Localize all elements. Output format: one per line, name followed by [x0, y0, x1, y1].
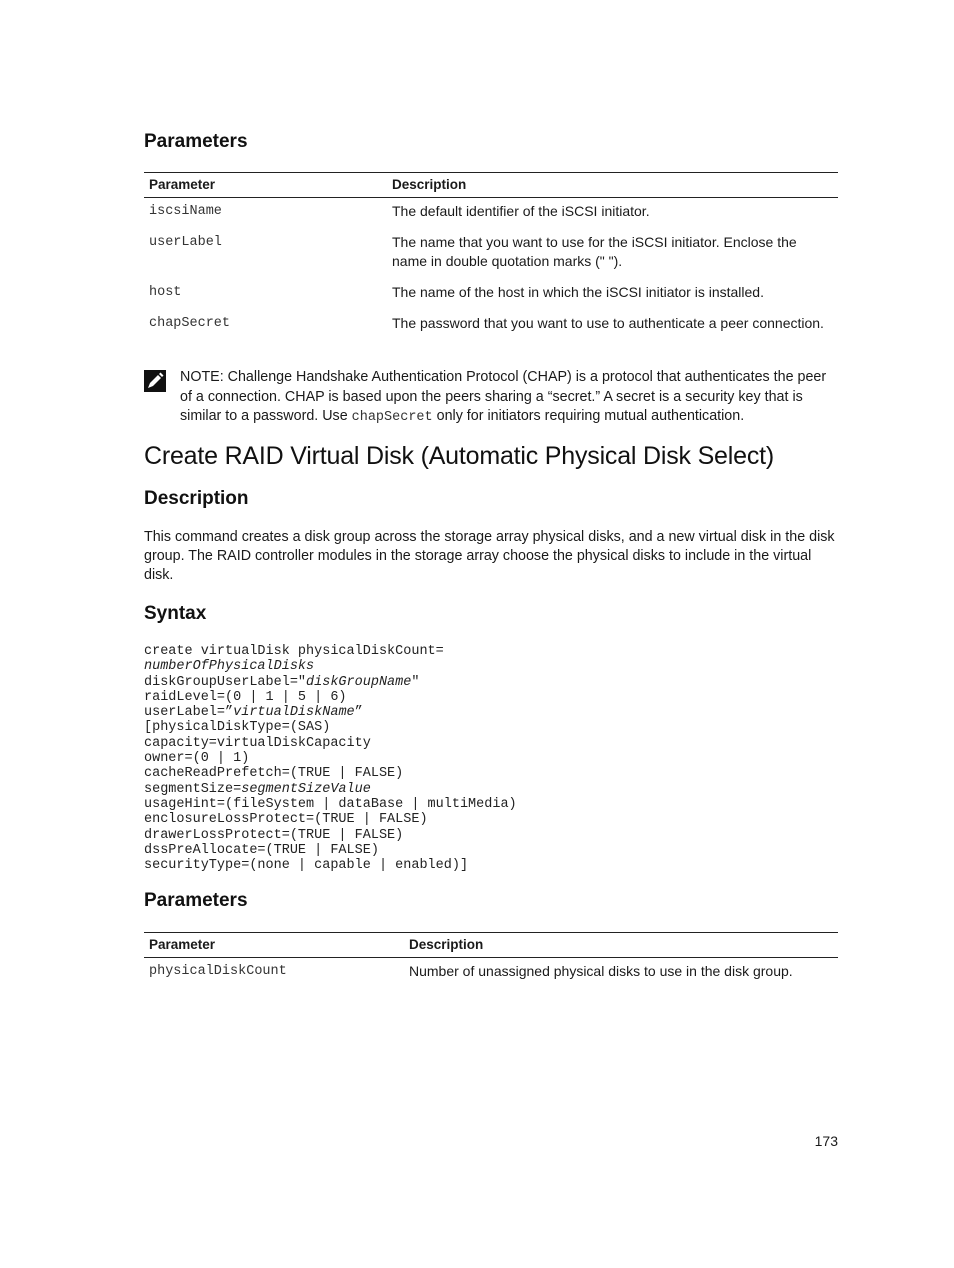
note-pencil-icon — [144, 370, 166, 392]
note-code: chapSecret — [351, 410, 433, 425]
column-header-parameter: Parameter — [144, 173, 387, 198]
page-title: Create RAID Virtual Disk (Automatic Physical Disk Select) — [144, 442, 774, 470]
code-line: dssPreAllocate=(TRUE | FALSE) — [144, 842, 379, 858]
code-line: diskGroupUserLabel="diskGroupName" — [144, 674, 420, 690]
description-text: This command creates a disk group across the storage array physical disks, and a new virtual disk in the disk group. The RAID controller modules in the storage array choose the physical disks to include in the virtual disk. — [144, 529, 835, 583]
param-name: physicalDiskCount — [149, 964, 287, 979]
code-line: raidLevel=(0 | 1 | 5 | 6) — [144, 689, 347, 705]
column-header-parameter: Parameter — [144, 933, 404, 958]
code-line: create virtualDisk physicalDiskCount= — [144, 644, 444, 659]
code-line: drawerLossProtect=(TRUE | FALSE) — [144, 827, 404, 843]
param-name: iscsiName — [149, 204, 222, 219]
note-text — [180, 368, 840, 428]
param-name: userLabel — [149, 235, 222, 250]
table-row — [144, 279, 838, 310]
param-description: The name that you want to use for the iSCSI initiator. Enclose the name in double quotation marks (" "). — [392, 234, 797, 269]
note-body-end: only for initiators requiring mutual authentication. — [432, 408, 745, 424]
column-header-description: Description — [387, 173, 838, 198]
param-description: The password that you want to use to authenticate a peer connection. — [392, 315, 824, 331]
param-name: chapSecret — [149, 316, 231, 331]
code-line: securityType=(none | capable | enabled)] — [144, 858, 469, 874]
code-line: capacity=virtualDiskCapacity — [144, 735, 371, 751]
syntax-heading: Syntax — [144, 603, 207, 624]
page-number: 173 — [814, 1133, 838, 1149]
note-body-start: Challenge Handshake Authentication Protocol (CHAP) is a protocol that authenticates the peer of a connection. CHAP is based upon the peers sharing a “secret.” A secret is a security key that is similar to a password. Use — [180, 369, 827, 424]
table-row — [144, 958, 838, 990]
param-description: The default identifier of the iSCSI initiator. — [392, 203, 650, 219]
param-name: host — [149, 285, 182, 300]
param-description: Number of unassigned physical disks to use in the disk group. — [409, 963, 793, 979]
code-line: userLabel=”virtualDiskName” — [144, 705, 363, 721]
description-heading: Description — [144, 488, 249, 509]
code-line: cacheReadPrefetch=(TRUE | FALSE) — [144, 766, 404, 782]
table-header-row — [144, 933, 838, 958]
parameters-heading-1: Parameters — [144, 131, 248, 152]
table-row — [144, 310, 838, 341]
code-line: enclosureLossProtect=(TRUE | FALSE) — [144, 812, 428, 828]
syntax-code-block — [144, 644, 517, 873]
table-header-row — [144, 173, 838, 198]
parameters-table-1 — [144, 172, 838, 341]
parameters-table-2 — [144, 932, 838, 989]
code-line: usageHint=(fileSystem | dataBase | multiMedia) — [144, 796, 517, 812]
code-line: [physicalDiskType=(SAS) — [144, 720, 331, 736]
code-line: owner=(0 | 1) — [144, 751, 250, 767]
parameters-heading-2: Parameters — [144, 890, 248, 911]
code-line: segmentSize=segmentSizeValue — [144, 781, 371, 797]
table-row — [144, 229, 838, 279]
param-description: The name of the host in which the iSCSI initiator is installed. — [392, 284, 764, 300]
table-row — [144, 198, 838, 230]
column-header-description: Description — [404, 933, 838, 958]
code-line: numberOfPhysicalDisks — [144, 659, 315, 675]
note-label: NOTE: — [180, 369, 224, 385]
